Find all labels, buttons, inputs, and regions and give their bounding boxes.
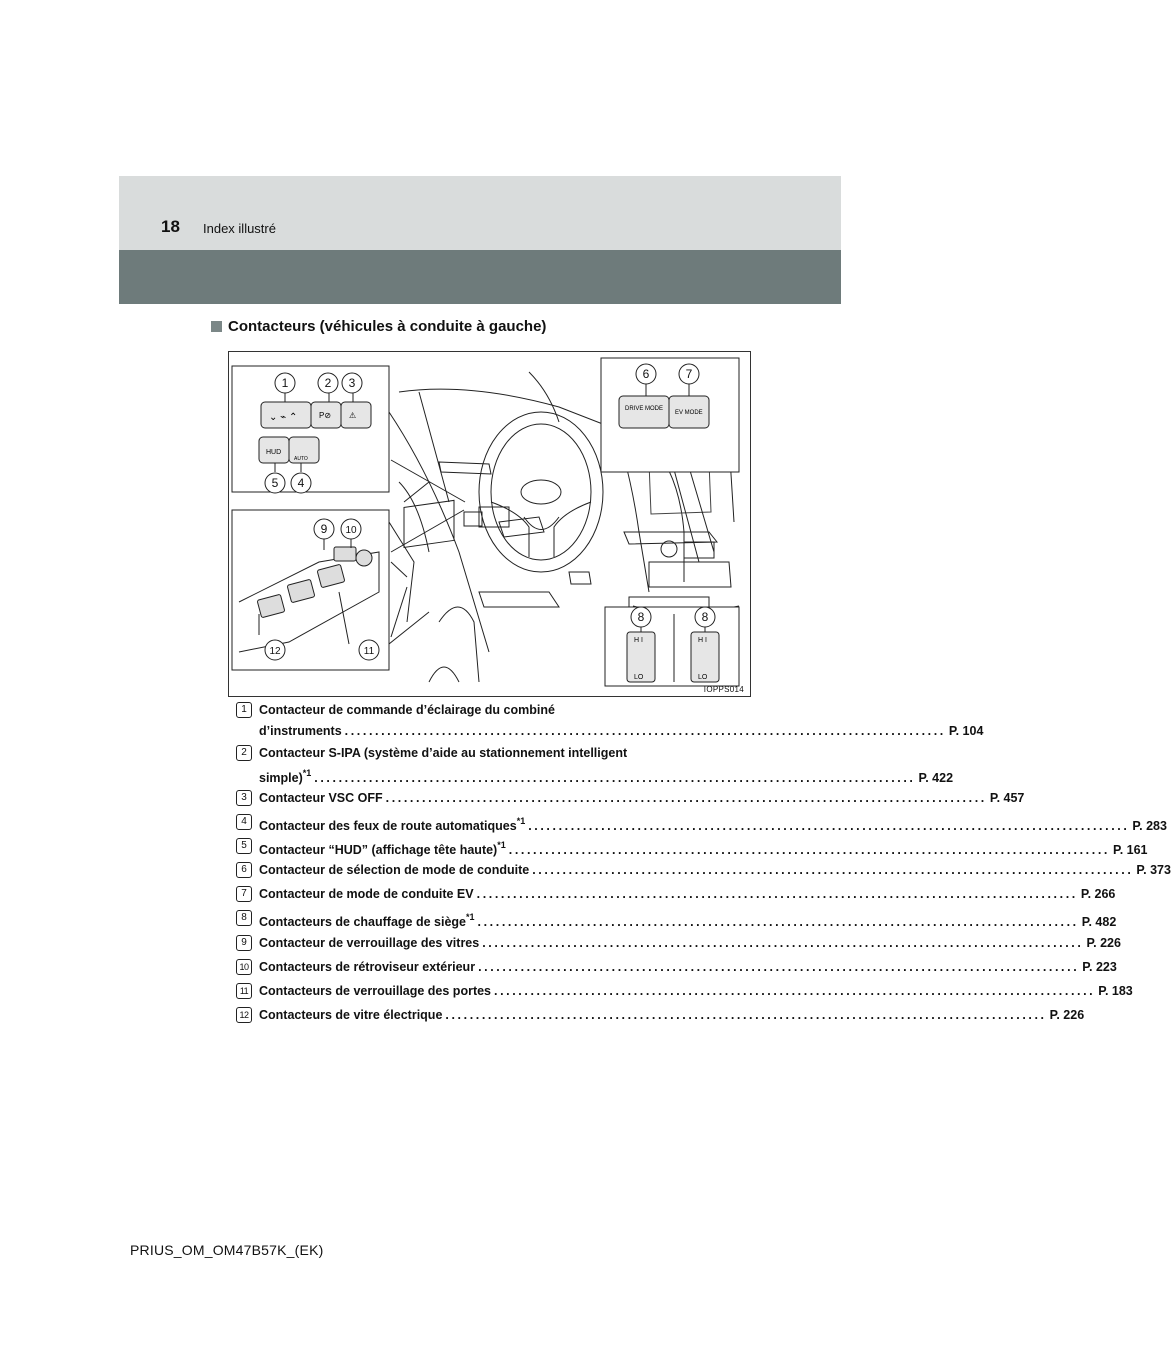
callout-2-text: 2 <box>324 376 332 390</box>
footer-doc-code: PRIUS_OM_OM47B57K_(EK) <box>130 1242 324 1258</box>
svg-text:⚠: ⚠ <box>349 411 357 420</box>
item-footnote-mark: *1 <box>302 768 312 778</box>
callout-7-text: 7 <box>685 367 693 381</box>
item-footnote-mark: *1 <box>516 816 526 826</box>
dot-leader: ................................................................................................... <box>478 960 1080 974</box>
svg-text:P⊘: P⊘ <box>319 411 332 420</box>
hi-label-right: H I <box>698 637 707 644</box>
callout-12-text: 12 <box>269 646 281 657</box>
item-number: 5 <box>236 838 252 854</box>
item-page-ref: P. 226 <box>1049 1008 1085 1022</box>
item-number: 2 <box>236 745 252 761</box>
item-label: Contacteur de sélection de mode de conduite <box>259 863 530 877</box>
item-label-line1: Contacteur S-IPA (système d’aide au stationnement intelligent <box>259 746 628 760</box>
item-page-ref: P. 183 <box>1098 984 1133 998</box>
item-page-ref: P. 226 <box>1086 936 1121 950</box>
lo-label-left: LO <box>634 674 644 681</box>
item-number: 11 <box>236 983 252 999</box>
item-label: Contacteur de mode de conduite EV <box>259 887 474 901</box>
item-page-ref: P. 283 <box>1132 819 1167 834</box>
callout-3-text: 3 <box>348 376 356 390</box>
item-number: 12 <box>236 1007 252 1023</box>
item-number: 9 <box>236 935 252 951</box>
item-number: 6 <box>236 862 252 878</box>
item-label: Contacteur “HUD” (affichage tête haute) <box>259 843 498 858</box>
item-footnote-mark: *1 <box>466 912 475 922</box>
item-number: 3 <box>236 790 252 806</box>
figure-code: IOPPS014 <box>703 685 744 694</box>
inset-bottom-right <box>605 607 739 686</box>
callout-9-text: 9 <box>320 522 328 536</box>
hi-label-left: H I <box>634 637 643 644</box>
item-label: simple) <box>259 771 303 786</box>
header-dark-band <box>119 250 841 304</box>
dot-leader: ................................................................................................... <box>445 1008 1047 1022</box>
dot-leader: ................................................................................................... <box>314 771 916 786</box>
item-number: 8 <box>236 910 252 926</box>
item-number: 7 <box>236 886 252 902</box>
illustration-drawing <box>229 352 750 696</box>
item-page-ref: P. 161 <box>1112 843 1148 858</box>
item-page-ref: P. 482 <box>1081 915 1117 930</box>
dot-leader: ................................................................................................... <box>528 819 1130 834</box>
item-label: d’instruments <box>259 724 342 738</box>
dot-leader: ................................................................................................... <box>494 984 1096 998</box>
heading-square-icon <box>211 321 222 332</box>
item-label: Contacteurs de vitre électrique <box>259 1008 443 1022</box>
header-band <box>119 176 841 250</box>
callout-8-left-text: 8 <box>637 610 645 624</box>
page-number: 18 <box>161 217 180 236</box>
item-label-line1: Contacteur de commande d’éclairage du combiné <box>259 703 555 717</box>
item-page-ref: P. 373 <box>1136 863 1171 877</box>
svg-text:⌄ ⌁ ⌃: ⌄ ⌁ ⌃ <box>269 412 298 423</box>
item-label: Contacteur des feux de route automatiques <box>259 819 517 834</box>
dot-leader: ................................................................................................... <box>482 936 1084 950</box>
callout-6-text: 6 <box>642 367 650 381</box>
dot-leader: ................................................................................................... <box>344 724 946 738</box>
auto-button-label: AUTO <box>294 456 308 462</box>
hud-button-label: HUD <box>266 449 282 456</box>
item-label: Contacteurs de verrouillage des portes <box>259 984 492 998</box>
illustration <box>228 351 751 697</box>
callout-4-text: 4 <box>297 476 305 490</box>
dot-leader: ................................................................................................... <box>532 863 1134 877</box>
inset-top-right <box>601 358 739 472</box>
dot-leader: ................................................................................................... <box>508 843 1110 858</box>
item-label: Contacteurs de rétroviseur extérieur <box>259 960 476 974</box>
dot-leader: ................................................................................................... <box>385 791 987 805</box>
inset-top-left <box>232 366 389 492</box>
item-page-ref: P. 422 <box>918 771 954 786</box>
item-footnote-mark: *1 <box>497 840 506 850</box>
callout-5-text: 5 <box>271 476 279 490</box>
callout-11-text: 11 <box>363 646 375 657</box>
item-number: 10 <box>236 959 252 975</box>
heading-text: Contacteurs (véhicules à conduite à gauche) <box>228 318 547 335</box>
ev-mode-label: EV MODE <box>675 410 703 416</box>
callout-1-text: 1 <box>281 376 289 390</box>
item-page-ref: P. 266 <box>1080 887 1116 901</box>
dot-leader: ................................................................................................... <box>477 915 1079 930</box>
drive-mode-label: DRIVE MODE <box>625 406 664 412</box>
item-page-ref: P. 457 <box>989 791 1025 805</box>
callout-8-right-text: 8 <box>701 610 709 624</box>
dot-leader: ................................................................................................... <box>476 887 1078 901</box>
item-page-ref: P. 104 <box>948 724 984 738</box>
item-page-ref: P. 223 <box>1082 960 1117 974</box>
item-label: Contacteur de verrouillage des vitres <box>259 936 480 950</box>
section-heading <box>211 318 546 335</box>
item-number: 4 <box>236 814 252 830</box>
section-title: Index illustré <box>203 221 276 236</box>
item-label: Contacteur VSC OFF <box>259 791 383 805</box>
lo-label-right: LO <box>698 674 708 681</box>
callout-10-text: 10 <box>345 525 357 536</box>
item-number: 1 <box>236 702 252 718</box>
item-label: Contacteurs de chauffage de siège <box>259 915 467 930</box>
